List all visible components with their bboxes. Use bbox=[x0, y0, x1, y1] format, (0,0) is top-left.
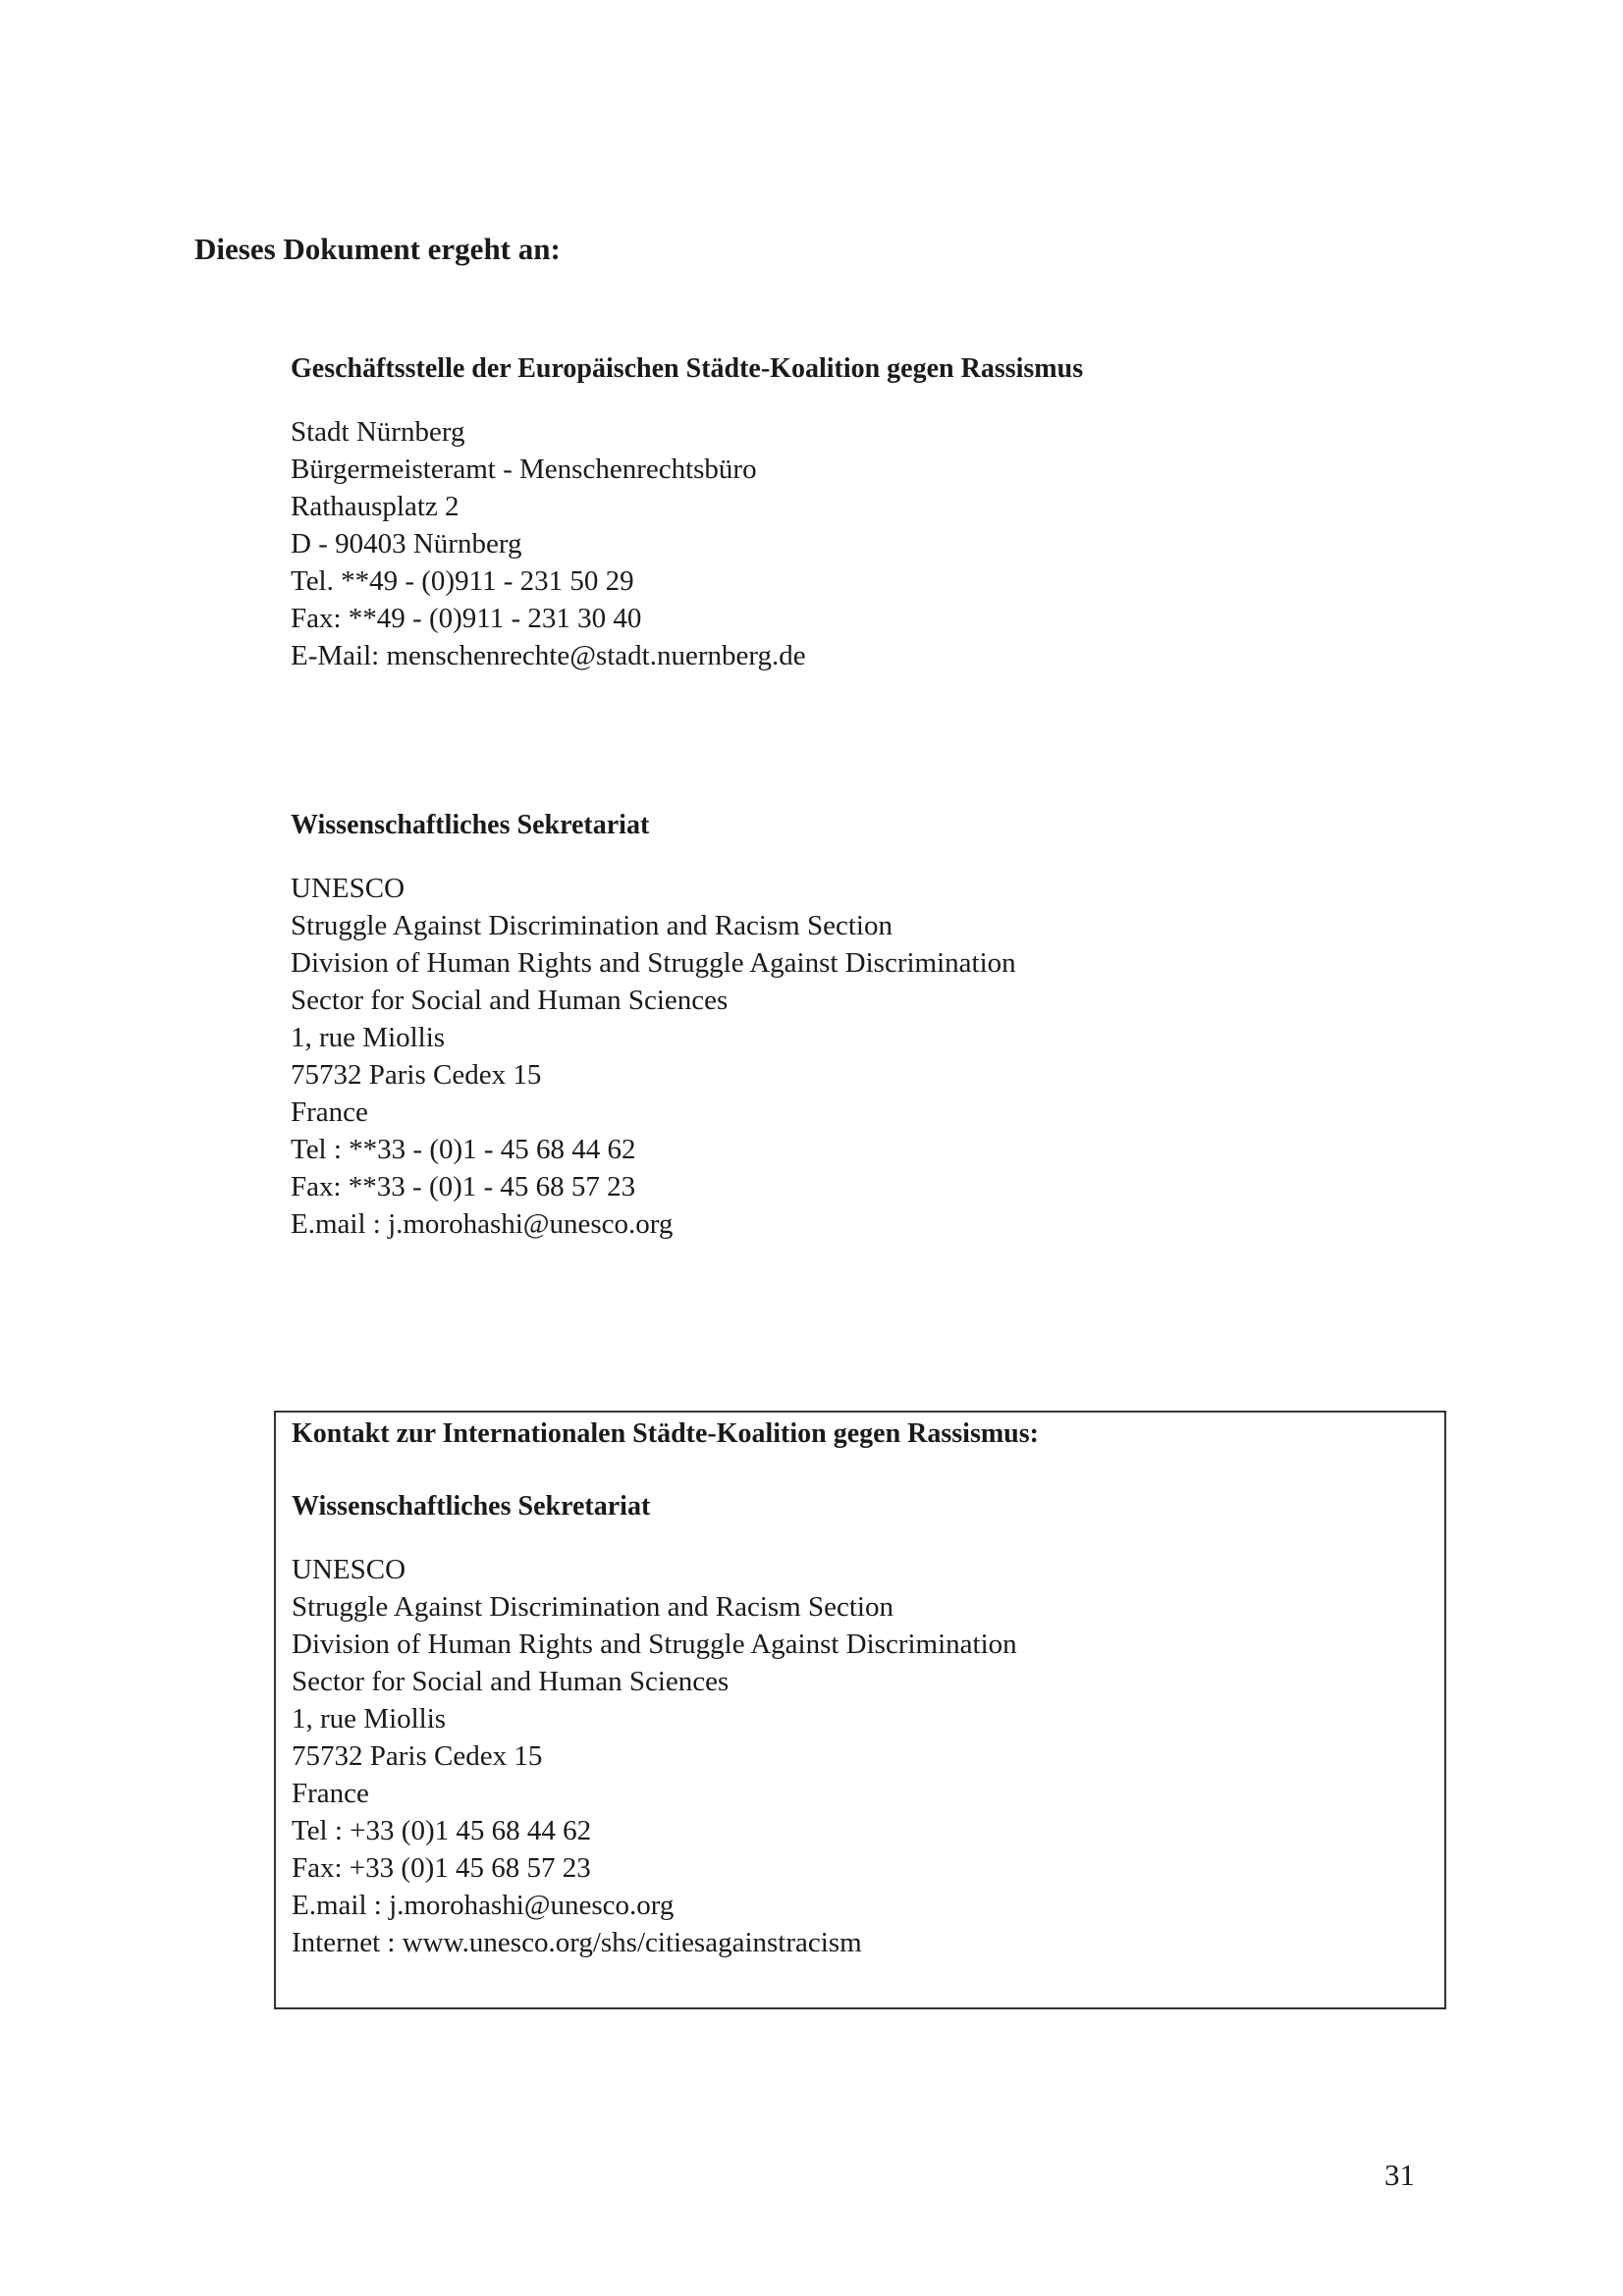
email-line: E.mail : j.morohashi@unesco.org bbox=[291, 1208, 674, 1240]
fax-line: Fax: **33 - (0)1 - 45 68 57 23 bbox=[291, 1171, 636, 1202]
address-line: France bbox=[291, 1096, 368, 1128]
contact-box-subtitle: Wissenschaftliches Sekretariat bbox=[292, 1491, 651, 1522]
address-line: UNESCO bbox=[291, 873, 406, 904]
address-line: 1, rue Miollis bbox=[291, 1022, 446, 1053]
contact-box-title: Kontakt zur Internationalen Städte-Koalition gegen Rassismus: bbox=[292, 1418, 1039, 1449]
address-line: Bürgermeisteramt - Menschenrechtsbüro bbox=[291, 454, 757, 485]
address-line: Sector for Social and Human Sciences bbox=[292, 1666, 730, 1697]
unesco-secretariat-section bbox=[291, 807, 1420, 1243]
page-number: 31 bbox=[1384, 2158, 1415, 2192]
international-contact-box bbox=[274, 1411, 1446, 2009]
nuernberg-office-section bbox=[291, 350, 1420, 674]
phone-line: Tel. **49 - (0)911 - 231 50 29 bbox=[291, 565, 634, 597]
fax-line: Fax: +33 (0)1 45 68 57 23 bbox=[292, 1852, 591, 1884]
email-line: E.mail : j.morohashi@unesco.org bbox=[292, 1890, 675, 1921]
unesco-address-lines bbox=[291, 870, 1420, 1243]
phone-line: Tel : **33 - (0)1 - 45 68 44 62 bbox=[291, 1134, 636, 1165]
page-heading: Dieses Dokument ergeht an: bbox=[194, 232, 561, 266]
address-line: Rathausplatz 2 bbox=[291, 491, 460, 522]
phone-line: Tel : +33 (0)1 45 68 44 62 bbox=[292, 1815, 592, 1846]
address-line: 75732 Paris Cedex 15 bbox=[292, 1740, 543, 1772]
address-line: D - 90403 Nürnberg bbox=[291, 528, 522, 560]
website-line: Internet : www.unesco.org/shs/citiesagainstracism bbox=[292, 1927, 862, 1958]
address-line: 75732 Paris Cedex 15 bbox=[291, 1059, 542, 1091]
address-line: Division of Human Rights and Struggle Against Discrimination bbox=[292, 1629, 1017, 1660]
address-line: Stadt Nürnberg bbox=[291, 416, 465, 448]
address-line: 1, rue Miollis bbox=[292, 1703, 447, 1735]
address-line: France bbox=[292, 1778, 369, 1809]
address-line: Division of Human Rights and Struggle Against Discrimination bbox=[291, 947, 1016, 979]
address-line: Sector for Social and Human Sciences bbox=[291, 985, 729, 1016]
address-line: UNESCO bbox=[292, 1554, 406, 1585]
nuernberg-address-lines bbox=[291, 413, 1420, 674]
address-line: Struggle Against Discrimination and Racism Section bbox=[292, 1591, 893, 1623]
nuernberg-office-title: Geschäftsstelle der Europäischen Städte-Koalition gegen Rassismus bbox=[291, 353, 1084, 384]
address-line: Struggle Against Discrimination and Racism Section bbox=[291, 910, 893, 941]
contact-box-address-lines bbox=[292, 1551, 1444, 1961]
fax-line: Fax: **49 - (0)911 - 231 30 40 bbox=[291, 603, 642, 634]
unesco-secretariat-title: Wissenschaftliches Sekretariat bbox=[291, 810, 650, 840]
email-line: E-Mail: menschenrechte@stadt.nuernberg.de bbox=[291, 640, 806, 671]
